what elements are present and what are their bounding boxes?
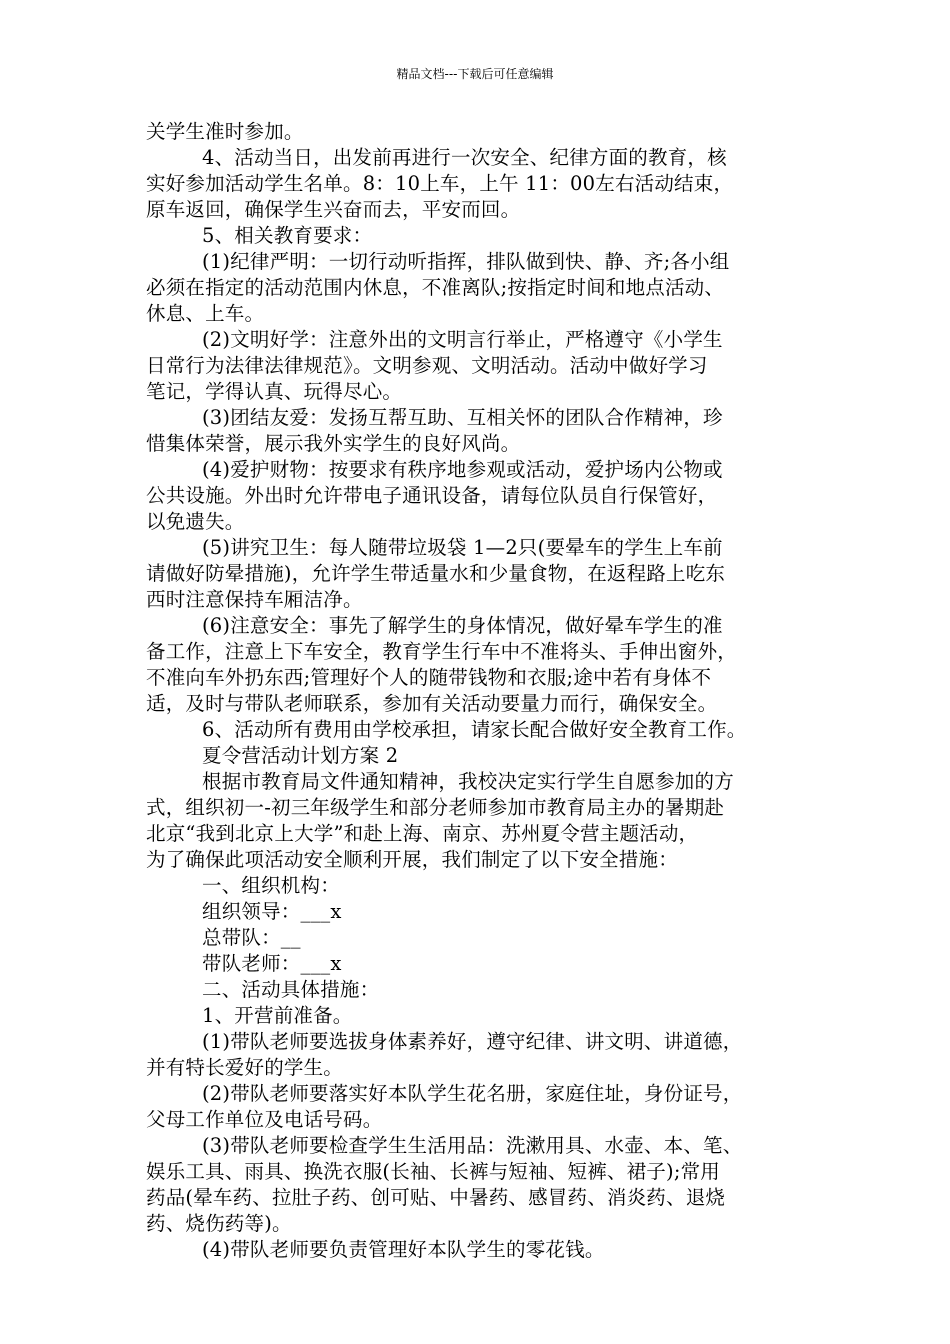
text-line: 公共设施。外出时允许带电子通讯设备，请每位队员自行保管好， <box>146 484 718 507</box>
text-line: 休息、上车。 <box>146 302 265 325</box>
text-line: 西时注意保持车厢洁净。 <box>146 588 363 611</box>
page-header: 精品文档---下载后可任意编辑 <box>396 67 554 81</box>
text-line: 备工作，注意上下车安全，教育学生行车中不准将头、手伸出窗外， <box>146 640 738 663</box>
text-line: (4)爱护财物：按要求有秩序地参观或活动，爱护场内公物或 <box>202 458 723 481</box>
document-body <box>146 119 808 1263</box>
text-line: 式，组织初一-初三年级学生和部分老师参加市教育局主办的暑期赴 <box>146 796 725 819</box>
text-line: 一、组织机构： <box>202 874 340 897</box>
text-line: 二、活动具体措施： <box>202 978 380 1001</box>
text-line: (2)带队老师要落实好本队学生花名册，家庭住址，身份证号， <box>202 1082 743 1105</box>
text-line: (1)带队老师要选拔身体素养好，遵守纪律、讲文明、讲道德， <box>202 1030 743 1053</box>
text-line: 请做好防晕措施)，允许学生带适量水和少量食物，在返程路上吃东 <box>146 562 726 585</box>
text-line: (6)注意安全：事先了解学生的身体情况，做好晕车学生的准 <box>202 614 723 637</box>
text-line: 惜集体荣誉，展示我外实学生的良好风尚。 <box>146 432 521 455</box>
text-line: (4)带队老师要负责管理好本队学生的零花钱。 <box>202 1238 605 1261</box>
text-line: 药品(晕车药、拉肚子药、创可贴、中暑药、感冒药、消炎药、退烧 <box>146 1186 726 1209</box>
text-line: 关学生准时参加。 <box>146 120 304 143</box>
text-line: 不准向车外扔东西;管理好个人的随带钱物和衣服;途中若有身体不 <box>146 666 712 689</box>
text-line: 1、开营前准备。 <box>202 1004 353 1027</box>
text-line: 必须在指定的活动范围内休息，不准离队;按指定时间和地点活动、 <box>146 276 725 299</box>
text-line: (2)文明好学：注意外出的文明言行举止，严格遵守《小学生 <box>202 328 723 351</box>
text-line: 为了确保此项活动安全顺利开展，我们制定了以下安全措施： <box>146 848 678 871</box>
text-line: 药、烧伤药等)。 <box>146 1212 292 1235</box>
text-line: 并有特长爱好的学生。 <box>146 1056 344 1079</box>
text-line: 6、活动所有费用由学校承担，请家长配合做好安全教育工作。 <box>202 718 747 741</box>
text-line: (1)纪律严明：一切行动听指挥，排队做到快、静、齐;各小组 <box>202 250 730 273</box>
text-line: 日常行为法律法律规范》。文明参观、文明活动。活动中做好学习 <box>146 354 708 377</box>
text-line: 总带队：__ <box>202 926 301 949</box>
text-line: 5、相关教育要求： <box>202 224 373 247</box>
text-line: (5)讲究卫生：每人随带垃圾袋 1—2只(要晕车的学生上车前 <box>202 536 723 559</box>
text-line: 原车返回，确保学生兴奋而去，平安而回。 <box>146 198 521 221</box>
text-line: 实好参加活动学生名单。8：10上车，上午 11：00左右活动结束， <box>146 172 734 195</box>
text-line: 组织领导：___x <box>202 900 342 923</box>
text-line: 父母工作单位及电话号码。 <box>146 1108 383 1131</box>
text-line: 带队老师：___x <box>202 952 342 975</box>
text-line: 根据市教育局文件通知精神，我校决定实行学生自愿参加的方 <box>202 770 734 793</box>
text-line: 娱乐工具、雨具、换洗衣服(长袖、长裤与短袖、短裤、裙子);常用 <box>146 1160 720 1183</box>
text-line: 笔记，学得认真、玩得尽心。 <box>146 380 403 403</box>
text-line: 适，及时与带队老师联系，参加有关活动要量力而行，确保安全。 <box>146 692 718 715</box>
text-line: 北京“我到北京上大学”和赴上海、南京、苏州夏令营主题活动， <box>146 822 699 845</box>
text-line: 以免遗失。 <box>146 510 245 533</box>
text-line: 夏令营活动计划方案 2 <box>202 744 399 767</box>
text-line: 4、活动当日，出发前再进行一次安全、纪律方面的教育，核 <box>202 146 727 169</box>
text-line: (3)团结友爱：发扬互帮互助、互相关怀的团队合作精神，珍 <box>202 406 723 429</box>
text-line: (3)带队老师要检查学生生活用品：洗漱用具、水壶、本、笔、 <box>202 1134 743 1157</box>
